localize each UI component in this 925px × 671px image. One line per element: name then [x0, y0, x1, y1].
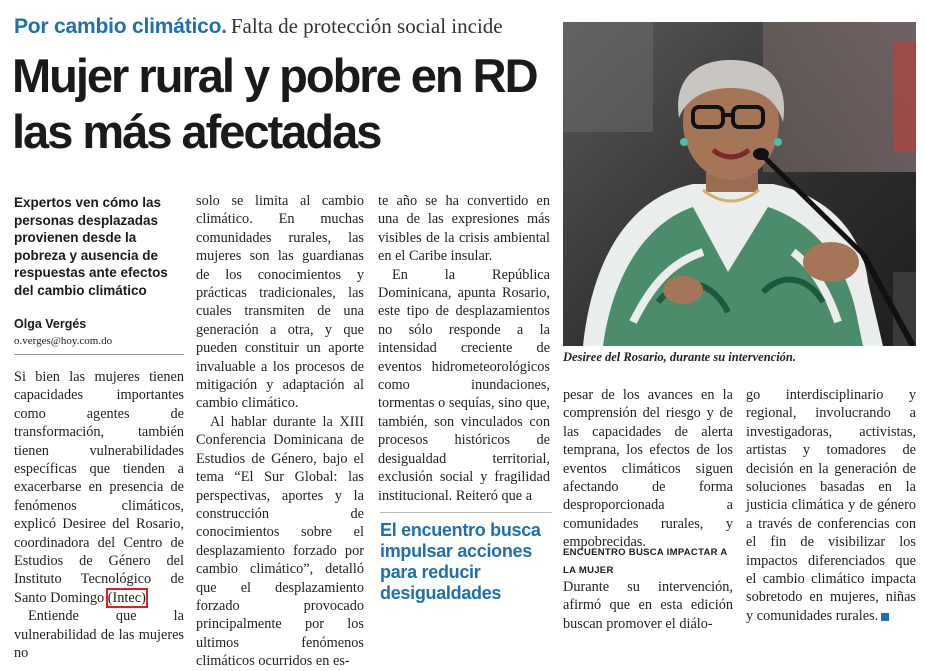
- pullquote-rule: [380, 512, 552, 513]
- intec-highlight: (Intec): [107, 589, 146, 606]
- pullquote: El encuentro busca impulsar acciones para reducir desigualdades: [380, 520, 541, 603]
- article-column-4-continued: [563, 578, 733, 633]
- paragraph: [746, 386, 916, 625]
- speaker-illustration: [563, 22, 916, 346]
- paragraph: [14, 368, 184, 607]
- paragraph: pesar de los avances en la comprensión del riesgo y de las capacidades de alerta temprana, los efectos de los eventos climáticos siguen afectando de forma desproporcionada a comunidades rurales, y empobrecidas.: [563, 387, 733, 551]
- speaker-photo: [563, 22, 916, 346]
- paragraph: Al hablar durante la XIII Conferencia Dominicana de Estudios de Género, bajo el tema “El Sur Global: las perspectivas, aportes y la construcción de conocimientos sobre el desplazamiento forzado por cambio climático”, detalló que el desplazamiento forzado provocado principalmente por los ultimos fenómenos climáticos ocurridos en es-: [196, 413, 364, 670]
- byline-email[interactable]: o.verges@hoy.com.do: [14, 335, 113, 347]
- kicker-lead: Por cambio climático.: [14, 15, 227, 38]
- article-column-4: [563, 386, 733, 552]
- end-mark-icon: [881, 613, 889, 621]
- divider: [14, 354, 184, 355]
- paragraph-text: go interdisciplinario y regional, involucrando a investigadoras, activistas, artistas y tomadores de decisión en la generación de soluciones basadas en la justicia climática y de género a través de conferencias con el fin de visibilizar los impactos diferenciados que el cambio climático impacta sobretodo en mujeres, niñas y comunidades rurales.: [746, 387, 916, 624]
- kicker: [14, 12, 503, 41]
- byline-author: Olga Vergés: [14, 317, 87, 331]
- paragraph: te año se ha convertido en una de las expresiones más visibles de la crisis ambiental en el Caribe insular.: [378, 193, 550, 265]
- paragraph: En la República Dominicana, apunta Rosario, este tipo de desplazamientos no sólo responde a la intensidad creciente de eventos hidrometeorológicos como inundaciones, tormentas o sequías, sino que, también, son vinculados con procesos históricos de desigualdad territorial, exclusión social y fragilidad institucional. Reiteró que a: [378, 266, 550, 504]
- kicker-rest: Falta de protección social incide: [230, 14, 503, 38]
- article-column-3: [378, 192, 550, 505]
- article-column-2: [196, 192, 364, 671]
- paragraph: solo se limita al cambio climático. En muchas comunidades rurales, las mujeres son las guardianas de los conocimientos y prácticas tradicionales, las cuales transmiten de una generación a otra, y que pueden constituir un aporte invaluable a los procesos de mitigación y adaptación al cambio climático.: [196, 193, 364, 412]
- article-column-1: [14, 368, 184, 663]
- article-column-5: [746, 386, 916, 625]
- headline: Mujer rural y pobre en RD las más afectadas: [12, 49, 537, 158]
- section-subhead: ENCUENTRO BUSCA IMPACTAR A LA MUJER: [563, 547, 728, 576]
- paragraph: Entiende que la vulnerabilidad de las mujeres no: [14, 608, 184, 662]
- photo-caption: Desiree del Rosario, durante su intervención.: [563, 350, 796, 364]
- paragraph: Durante su intervención, afirmó que en esta edición buscan promover el diálo-: [563, 579, 733, 632]
- paragraph-text: Si bien las mujeres tienen capacidades importantes como agentes de transformación, también tienen vulnerabilidades específicas que tienden a exacerbarse en presencia de fenómenos climáticos, explicó Desiree del Rosario, coordinadora del Centro de Estudios de Género del Instituto Tecnológico de Santo Domingo: [14, 369, 184, 606]
- deck: Expertos ven cómo las personas desplazadas provienen desde la pobreza y ausencia de respuestas ante efectos del cambio climático: [14, 195, 168, 298]
